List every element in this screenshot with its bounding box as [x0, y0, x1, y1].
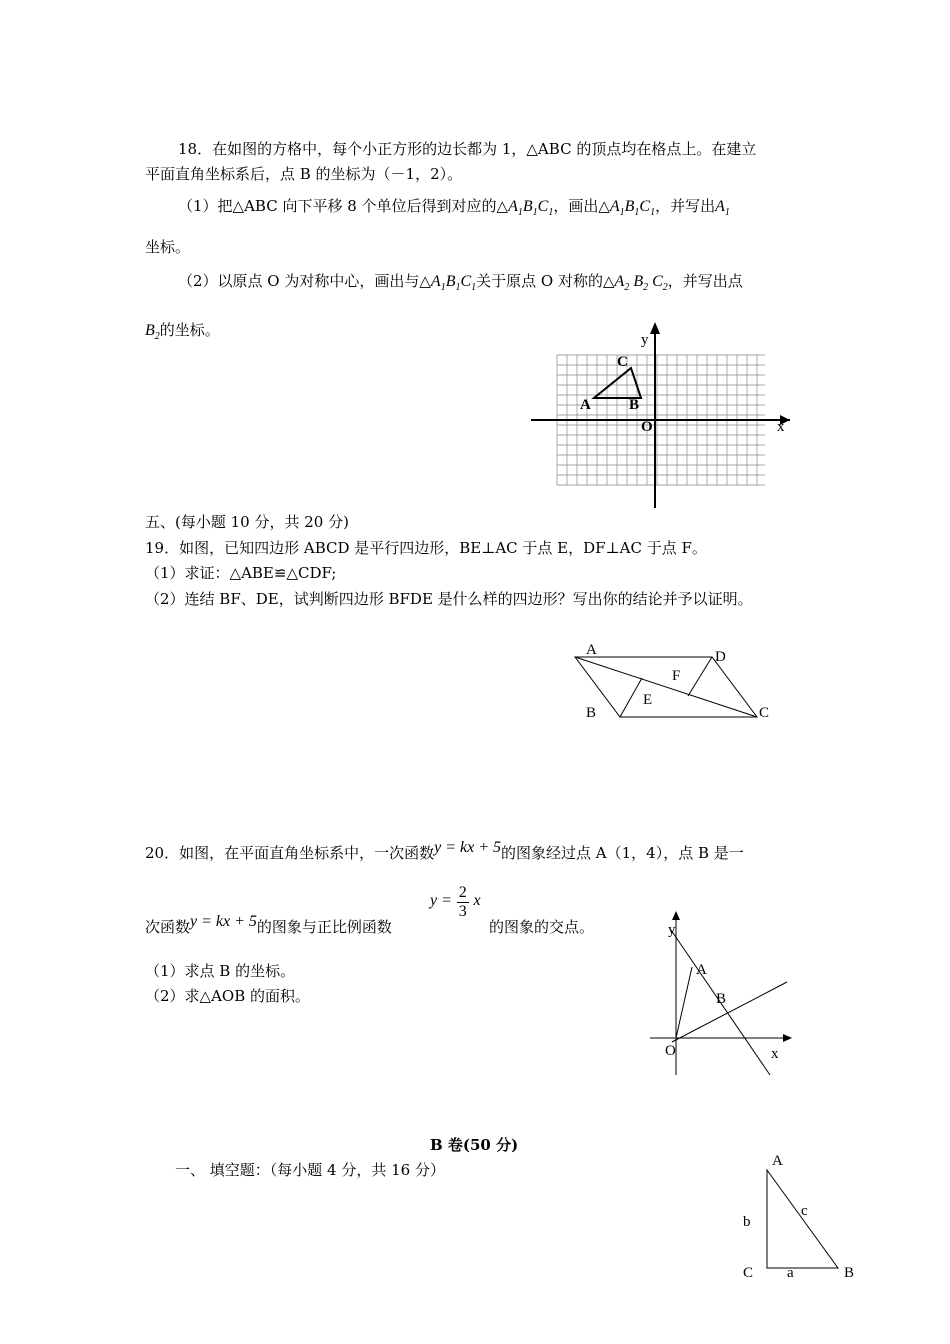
label-e: E	[643, 692, 653, 708]
label-y: y	[668, 922, 676, 938]
label-c: C	[617, 354, 628, 370]
triangle-abc	[767, 1170, 838, 1268]
math-a1b1c1: $A_1B_1C_1$	[430, 273, 477, 294]
label-o: O	[665, 1043, 676, 1059]
q18-line2: 平面直角坐标系后，点 B 的坐标为（－1，2）。	[145, 165, 463, 183]
label-d: D	[715, 649, 726, 665]
label-y: y	[641, 332, 649, 348]
label-b: B	[716, 991, 727, 1007]
label-x: x	[771, 1046, 779, 1062]
q20-line1: 20．如图，在平面直角坐标系中，一次函数y = kx + 5的图象经过点 A（1，4），点 B 是一	[145, 839, 744, 862]
label-b: B	[586, 705, 597, 721]
label-c: C	[759, 705, 770, 721]
label-f: F	[672, 668, 681, 684]
math-linear-func: y = kx + 5	[434, 839, 501, 856]
label-o: O	[641, 419, 653, 435]
section-5-title: 五、(每小题 10 分，共 20 分)	[145, 513, 349, 531]
part-b-subtitle: 一、 填空题：（每小题 4 分，共 16 分）	[175, 1161, 445, 1179]
q18-part2: （2）以原点 O 为对称中心，画出与$\triangle A_1B_1C_1$关于原点 O 对称的$\triangle A_2$ $B_2$ $C_2$，并写出点	[178, 272, 743, 294]
label-b: B	[844, 1265, 855, 1281]
math-b2: $B_2$	[145, 322, 160, 343]
label-c: C	[743, 1265, 754, 1281]
part-b-title: B 卷(50 分)	[430, 1136, 519, 1154]
label-b-side: b	[743, 1214, 751, 1230]
fraction-2-3: $\frac{2}{3}$	[458, 884, 467, 920]
q18-line1: 18．在如图的方格中，每个小正方形的边长都为 1，△ABC 的顶点均在格点上。在建立	[178, 140, 757, 158]
label-x: x	[777, 419, 785, 435]
label-a: A	[772, 1153, 783, 1169]
q20-line2: 次函数y = kx + 5的图象与正比例函数	[145, 913, 392, 936]
q20-item1: （1）求点 B 的坐标。	[145, 962, 296, 980]
label-a: A	[580, 397, 591, 413]
q20-item2: （2）求△AOB 的面积。	[145, 987, 311, 1005]
label-c-side: c	[801, 1203, 808, 1219]
math-a1b1c1: $A_1B_1C_1$	[609, 198, 656, 219]
label-a: A	[696, 962, 707, 978]
math-a2b2c2: $A_2$ $B_2$ $C_2$	[614, 273, 668, 294]
q19-item1: （1）求证：△ABE≌△CDF;	[145, 564, 337, 582]
q18-part1-end: 坐标。	[145, 238, 191, 256]
q19-line1: 19．如图，已知四边形 ABCD 是平行四边形，BE⊥AC 于点 E，DF⊥AC 于点 F。	[145, 539, 707, 557]
label-a-side: a	[787, 1265, 794, 1281]
label-a: A	[586, 642, 597, 658]
label-b: B	[629, 397, 640, 413]
math-a1: $A_1$	[715, 198, 730, 219]
q19-item2: （2）连结 BF、DE，试判断四边形 BFDE 是什么样的四边形？写出你的结论并予以证明。	[145, 590, 753, 608]
q18-part1: （1）把△ABC 向下平移 8 个单位后得到对应的$\triangle A_1B_1C_1$，画出$\triangle A_1B_1C_1$，并写出$A_1$	[178, 197, 730, 219]
math-proportional-func: y = $\frac{2}{3}$ x	[430, 884, 481, 920]
math-a1b1c1: $A_1B_1C_1$	[508, 198, 554, 219]
q20-line2-end: 的图象的交点。	[489, 918, 595, 936]
math-linear-func: y = kx + 5	[190, 913, 257, 930]
q18-part2-end: $B_2$的坐标。	[145, 321, 220, 343]
